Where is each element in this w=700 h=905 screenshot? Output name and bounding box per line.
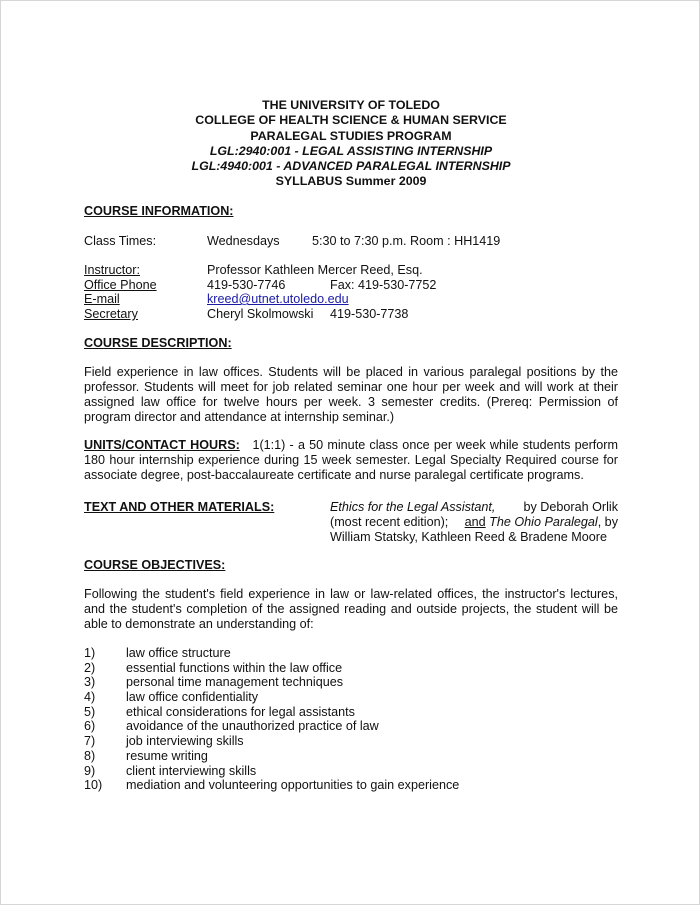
item-text: law office confidentiality	[126, 690, 259, 705]
item-text: client interviewing skills	[126, 763, 257, 778]
instructor-label: Instructor:	[84, 263, 140, 277]
units-text: 1(1:1) - a 50 minute class once per week while students perform 180 hour internship experience during 15 week semester. Legal Specialty Required course for associate degree, post-baccalaureate certificate and nurse paralegal certificate programs.	[84, 438, 618, 482]
item-number: 4)	[84, 690, 96, 705]
item-text: ethical considerations for legal assistants	[126, 704, 355, 719]
item-text: resume writing	[126, 748, 208, 763]
item-number: 6)	[84, 719, 96, 734]
secretary-phone: 419-530-7738	[330, 307, 409, 321]
document-header	[1, 98, 700, 190]
item-number: 10)	[84, 778, 103, 793]
units-paragraph	[84, 438, 618, 483]
and-ohio-paralegal	[465, 515, 618, 530]
secretary-name: Cheryl Skolmowski	[207, 307, 314, 321]
and-word: and	[464, 515, 486, 529]
item-number: 2)	[84, 660, 96, 675]
course-code-2940: LGL:2940:001 - LEGAL ASSISTING INTERNSHIP	[209, 143, 493, 158]
book-title-ohio: The Ohio Paralegal	[489, 515, 598, 529]
course-information-heading: COURSE INFORMATION:	[84, 204, 234, 218]
item-text: essential functions within the law office	[126, 660, 343, 675]
item-text: mediation and volunteering opportunities to gain experience	[126, 778, 460, 793]
course-code-4940: LGL:4940:001 - ADVANCED PARALEGAL INTERNSHIP	[191, 159, 511, 174]
college-name: COLLEGE OF HEALTH SCIENCE & HUMAN SERVICE	[195, 113, 507, 128]
item-number: 7)	[84, 734, 96, 749]
book-title-ethics: Ethics for the Legal Assistant,	[330, 500, 496, 514]
secretary-label: Secretary	[84, 307, 138, 321]
course-description-text: Field experience in law offices. Students will be placed in various paralegal positions by the professor. Students will meet for job related seminar one hour per week and will work at their assigned law office for twelve hours per week. 3 semester credits. (Prereq: Permission of program director and attendance at internship seminar.)	[84, 365, 618, 424]
syllabus-term: SYLLABUS Summer 2009	[275, 174, 427, 189]
materials-heading: TEXT AND OTHER MATERIALS:	[84, 500, 275, 514]
materials-line-2	[330, 515, 618, 530]
materials-text	[330, 500, 618, 545]
instructor-name: Professor Kathleen Mercer Reed, Esq.	[207, 263, 423, 277]
email-link[interactable]: kreed@utnet.utoledo.edu	[207, 292, 349, 306]
item-number: 1)	[84, 646, 96, 660]
item-number: 8)	[84, 748, 96, 763]
course-objectives-heading: COURSE OBJECTIVES:	[84, 558, 226, 572]
item-number: 3)	[84, 675, 96, 690]
book-author-orlik: by Deborah Orlik	[523, 500, 618, 514]
objectives-intro: Following the student's field experience in law or law-related offices, the instructor's lectures, and the student's completion of the assigned reading and outside projects, the student will be able to demonstrate an understanding of:	[84, 587, 618, 631]
item-number: 5)	[84, 704, 96, 719]
program-name: PARALEGAL STUDIES PROGRAM	[250, 128, 452, 143]
class-time-room: 5:30 to 7:30 p.m. Room : HH1419	[312, 234, 501, 248]
book-edition: (most recent edition);	[330, 515, 449, 529]
item-text: personal time management techniques	[126, 675, 344, 690]
university-name: THE UNIVERSITY OF TOLEDO	[262, 98, 440, 112]
by-word: , by	[597, 515, 618, 529]
course-description-heading: COURSE DESCRIPTION:	[84, 336, 232, 350]
fax-value: Fax: 419-530-7752	[330, 278, 437, 292]
office-phone-value: 419-530-7746	[207, 278, 286, 292]
item-text: job interviewing skills	[126, 734, 244, 749]
email-label: E-mail	[84, 292, 120, 306]
materials-line-1	[330, 500, 618, 515]
class-day: Wednesdays	[207, 234, 280, 248]
item-number: 9)	[84, 763, 96, 778]
units-heading: UNITS/CONTACT HOURS:	[84, 438, 240, 452]
item-text: law office structure	[126, 646, 231, 660]
office-phone-label: Office Phone	[84, 278, 157, 292]
item-text: avoidance of the unauthorized practice of law	[126, 719, 379, 734]
book-authors-ohio: William Statsky, Kathleen Reed & Bradene Moore	[330, 530, 607, 544]
class-times-label: Class Times:	[84, 234, 157, 248]
